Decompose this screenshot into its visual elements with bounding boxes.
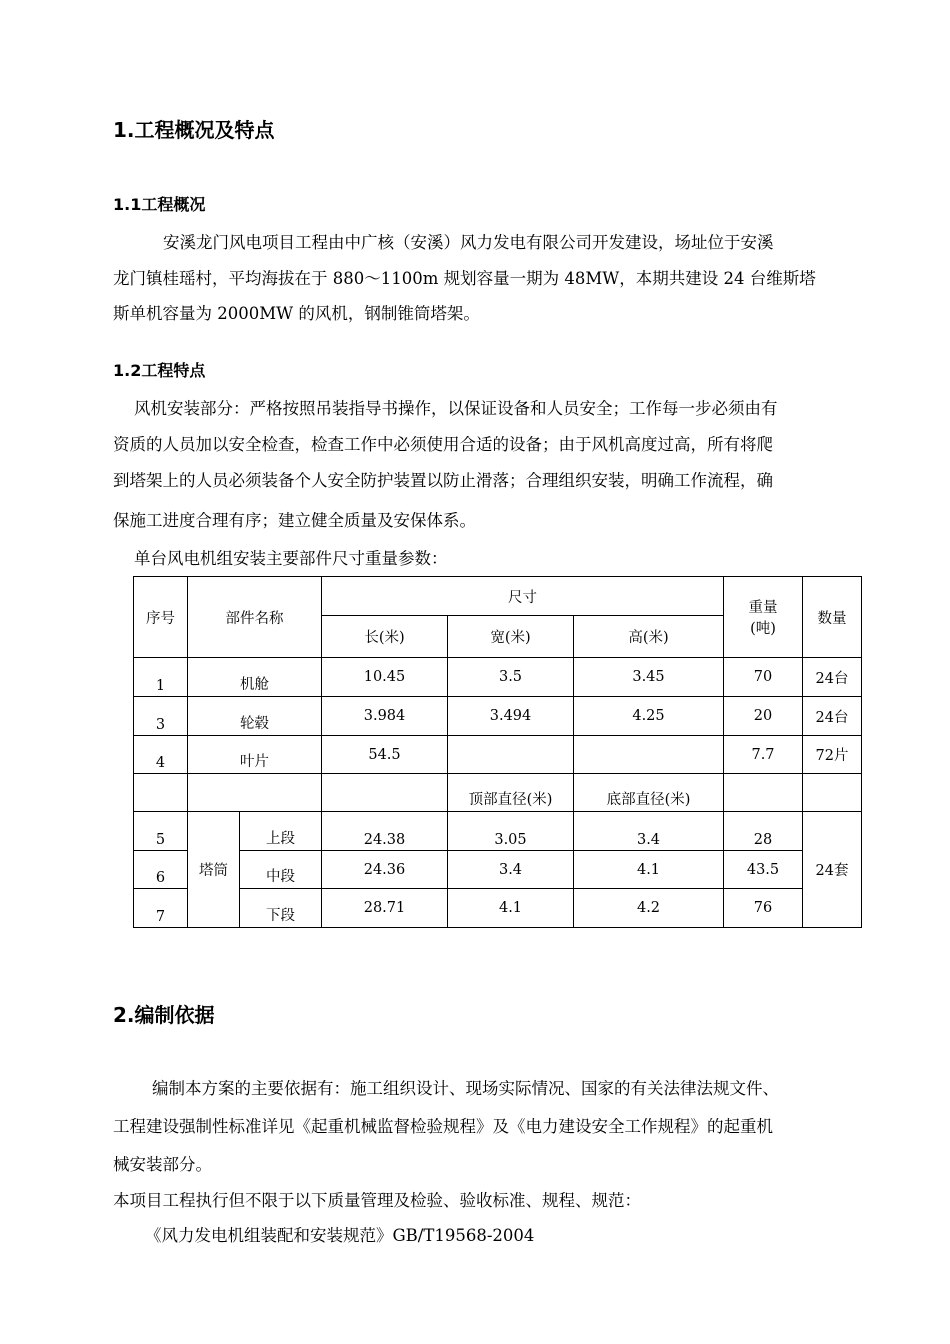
cell-weight: 43.5 — [724, 851, 803, 889]
tower-subheader-row — [134, 774, 862, 812]
subsection-1-1-heading: 1.1工程概况 — [113, 195, 206, 214]
cell-name: 轮毂 — [188, 697, 322, 736]
paragraph-line: 工程建设强制性标准详见《起重机械监督检验规程》及《电力建设安全工作规程》的起重机 — [113, 1117, 773, 1136]
cell-segment: 上段 — [240, 812, 322, 851]
cell-no: 1 — [134, 658, 188, 697]
cell-weight: 70 — [724, 658, 803, 697]
cell-bottom-diameter: 3.4 — [574, 812, 724, 851]
cell-length: 28.71 — [322, 889, 448, 928]
table-row — [134, 658, 862, 697]
header-height: 高(米) — [574, 616, 724, 658]
cell-height: 3.45 — [574, 658, 724, 697]
cell-no: 6 — [134, 851, 188, 889]
cell-no: 5 — [134, 812, 188, 851]
paragraph-line: 到塔架上的人员必须装备个人安全防护装置以防止滑落；合理组织安装，明确工作流程，确 — [113, 471, 773, 490]
cell-segment: 中段 — [240, 851, 322, 889]
section-2-heading: 2.编制依据 — [113, 1003, 215, 1027]
cell-length: 24.36 — [322, 851, 448, 889]
cell-weight: 28 — [724, 812, 803, 851]
paragraph-line: 本项目工程执行但不限于以下质量管理及检验、验收标准、规程、规范： — [113, 1191, 641, 1210]
cell-length: 10.45 — [322, 658, 448, 697]
header-no: 序号 — [134, 577, 188, 658]
section-1-heading: 1.工程概况及特点 — [113, 118, 275, 142]
cell-qty: 24台 — [803, 658, 862, 697]
header-weight — [724, 577, 803, 658]
cell-length: 24.38 — [322, 812, 448, 851]
empty-cell — [134, 774, 188, 812]
cell-name: 叶片 — [188, 736, 322, 774]
table-row — [134, 812, 862, 851]
empty-cell — [188, 774, 322, 812]
empty-cell — [322, 774, 448, 812]
table-caption: 单台风电机组安装主要部件尺寸重量参数： — [134, 549, 448, 568]
header-qty: 数量 — [803, 577, 862, 658]
header-weight-unit: (吨) — [750, 621, 776, 637]
subsection-1-2-heading: 1.2工程特点 — [113, 361, 206, 380]
paragraph-line: 风机安装部分：严格按照吊装指导书操作，以保证设备和人员安全；工作每一步必须由有 — [134, 399, 778, 418]
table-row — [134, 889, 862, 928]
header-length: 长(米) — [322, 616, 448, 658]
header-width: 宽(米) — [448, 616, 574, 658]
header-name: 部件名称 — [188, 577, 322, 658]
cell-tower-name: 塔筒 — [188, 812, 240, 928]
header-top-diameter: 顶部直径(米) — [448, 774, 574, 812]
cell-bottom-diameter: 4.2 — [574, 889, 724, 928]
header-bottom-diameter: 底部直径(米) — [574, 774, 724, 812]
paragraph-line: 斯单机容量为 2000MW 的风机，钢制锥筒塔架。 — [113, 304, 480, 323]
cell-tower-qty: 24套 — [803, 812, 862, 928]
cell-top-diameter: 3.4 — [448, 851, 574, 889]
paragraph-line: 安溪龙门风电项目工程由中广核（安溪）风力发电有限公司开发建设，场址位于安溪 — [163, 233, 774, 252]
paragraph-line: 械安装部分。 — [113, 1155, 212, 1174]
paragraph-line: 资质的人员加以安全检查，检查工作中必须使用合适的设备；由于风机高度过高，所有将爬 — [113, 435, 773, 454]
cell-weight: 76 — [724, 889, 803, 928]
cell-qty: 72片 — [803, 736, 862, 774]
cell-top-diameter: 4.1 — [448, 889, 574, 928]
component-spec-table — [133, 576, 862, 928]
cell-no: 7 — [134, 889, 188, 928]
cell-weight: 7.7 — [724, 736, 803, 774]
cell-qty: 24台 — [803, 697, 862, 736]
paragraph-line: 保施工进度合理有序；建立健全质量及安保体系。 — [113, 511, 476, 530]
paragraph-line: 龙门镇桂瑶村，平均海拔在于 880～1100m 规划容量一期为 48MW，本期共建设 24 台维斯塔 — [113, 269, 816, 288]
table-row — [134, 697, 862, 736]
paragraph-line: 编制本方案的主要依据有：施工组织设计、现场实际情况、国家的有关法律法规文件、 — [152, 1079, 779, 1098]
cell-top-diameter: 3.05 — [448, 812, 574, 851]
cell-no: 3 — [134, 697, 188, 736]
cell-height: 4.25 — [574, 697, 724, 736]
cell-weight: 20 — [724, 697, 803, 736]
table-row — [134, 851, 862, 889]
cell-name: 机舱 — [188, 658, 322, 697]
cell-no: 4 — [134, 736, 188, 774]
cell-width: 3.494 — [448, 697, 574, 736]
cell-length: 54.5 — [322, 736, 448, 774]
cell-height — [574, 736, 724, 774]
header-weight-label: 重量 — [748, 600, 778, 616]
cell-length: 3.984 — [322, 697, 448, 736]
empty-cell — [724, 774, 803, 812]
cell-bottom-diameter: 4.1 — [574, 851, 724, 889]
table-row — [134, 736, 862, 774]
header-size: 尺寸 — [322, 577, 724, 616]
cell-width: 3.5 — [448, 658, 574, 697]
standard-reference: 《风力发电机组装配和安装规范》GB/T19568-2004 — [145, 1226, 535, 1245]
empty-cell — [803, 774, 862, 812]
cell-segment: 下段 — [240, 889, 322, 928]
cell-width — [448, 736, 574, 774]
